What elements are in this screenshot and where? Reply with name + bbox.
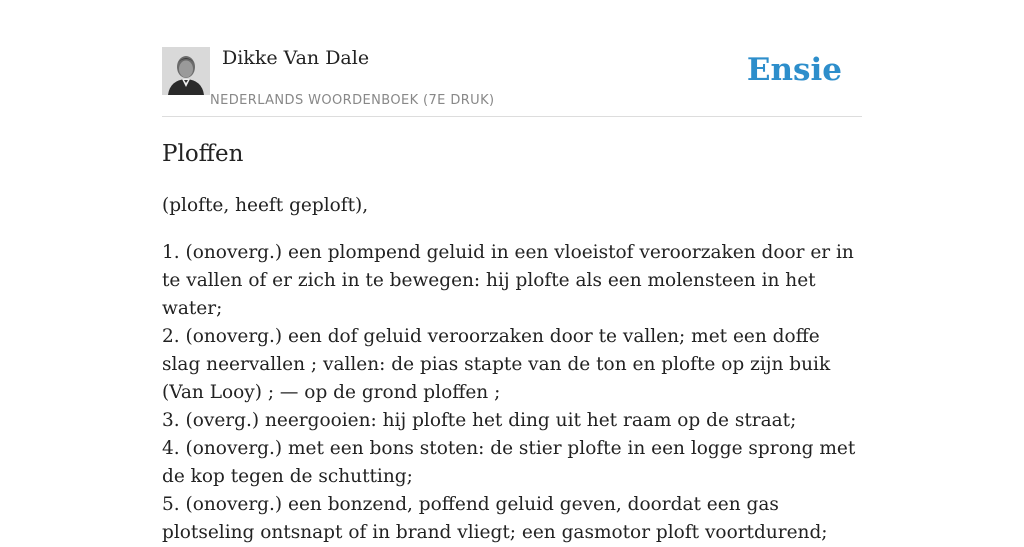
definition-item: 2. (onoverg.) een dof geluid veroorzaken door te vallen; met een doffe slag neervallen ; vallen: de pias stapte van de ton en plofte op zijn buik (Van Looy) ; — op de grond ploffen ; [162, 326, 831, 403]
definition-item: 1. (onoverg.) een plompend geluid in een vloeistof veroorzaken door er in te vallen of er zich in te bewegen: hij plofte als een molensteen in het water; [162, 242, 854, 319]
source-subtitle: NEDERLANDS WOORDENBOEK (7E DRUK) [210, 93, 495, 108]
source-header [162, 0, 862, 117]
brand-logo-link[interactable]: Ensie [746, 52, 842, 88]
definition-item: 5. (onoverg.) een bonzend, poffend geluid geven, doordat een gas plotseling ontsnapt of in brand vliegt; een gasmotor ploft voortdurend; [162, 494, 828, 543]
page-container [162, 0, 862, 543]
definition-item: 4. (onoverg.) met een bons stoten: de stier plofte in een logge sprong met de kop tegen de schutting; [162, 438, 856, 487]
portrait-icon [162, 47, 210, 95]
entry-grammatical-forms: (plofte, heeft geploft), [162, 195, 369, 216]
definition-item: 3. (overg.) neergooien: hij plofte het ding uit het raam op de straat; [162, 410, 797, 431]
entry-title: Ploffen [162, 141, 244, 167]
definition-list [162, 239, 862, 547]
avatar[interactable] [162, 47, 210, 95]
source-name[interactable]: Dikke Van Dale [222, 47, 370, 69]
